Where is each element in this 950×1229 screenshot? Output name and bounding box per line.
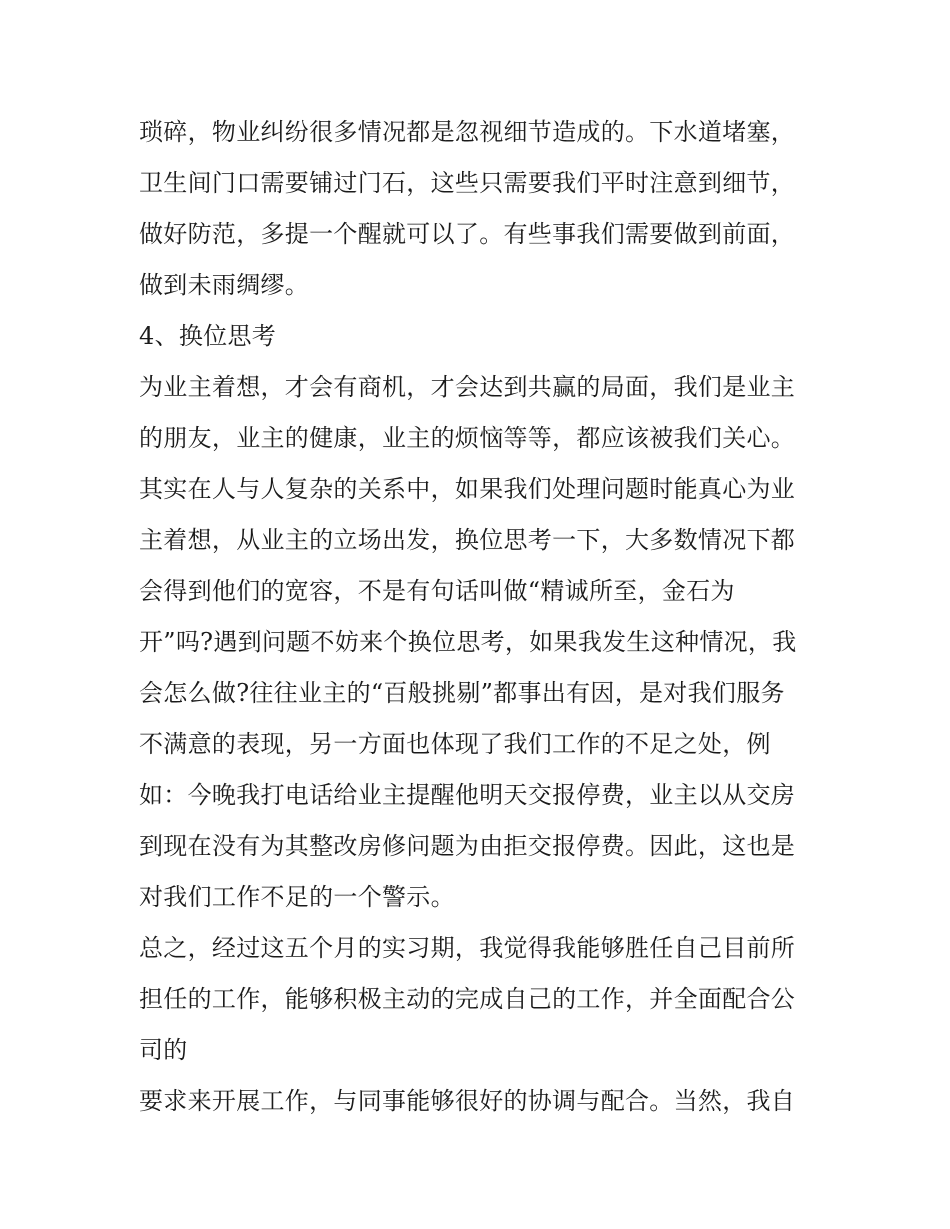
text-line: 做好防范，多提一个醒就可以了。有些事我们需要做到前面， xyxy=(139,220,796,248)
text-line: 其实在人与人复杂的关系中，如果我们处理问题时能真心为业 xyxy=(139,475,796,503)
text-line: 对我们工作不足的一个警示。 xyxy=(139,883,455,911)
text-line: 会怎么做?往往业主的“百般挑剔”都事出有因，是对我们服务 xyxy=(139,679,785,707)
text-line: 不满意的表现，另一方面也体现了我们工作的不足之处，例 xyxy=(139,730,771,758)
text-line: 担任的工作，能够积极主动的完成自己的工作，并全面配合公 xyxy=(139,985,796,1013)
text-line: 卫生间门口需要铺过门石，这些只需要我们平时注意到细节， xyxy=(139,169,796,197)
text-line: 司的 xyxy=(139,1036,188,1064)
text-line: 的朋友，业主的健康，业主的烦恼等等，都应该被我们关心。 xyxy=(139,424,796,452)
section-heading: 4、换位思考 xyxy=(139,322,277,350)
text-line: 琐碎，物业纠纷很多情况都是忽视细节造成的。下水道堵塞， xyxy=(139,118,796,146)
text-line: 开”吗?遇到问题不妨来个换位思考，如果我发生这种情况，我 xyxy=(139,628,797,656)
text-line: 做到未雨绸缪。 xyxy=(139,271,310,299)
text-line: 为业主着想，才会有商机，才会达到共赢的局面，我们是业主 xyxy=(139,373,796,401)
text-line: 如：今晚我打电话给业主提醒他明天交报停费，业主以从交房 xyxy=(139,781,796,809)
document-body xyxy=(139,107,819,1127)
text-line: 会得到他们的宽容，不是有句话叫做“精诚所至，金石为 xyxy=(139,577,735,605)
text-line: 主着想，从业主的立场出发，换位思考一下，大多数情况下都 xyxy=(139,526,796,554)
text-line: 要求来开展工作，与同事能够很好的协调与配合。当然，我自 xyxy=(139,1087,796,1115)
text-line: 总之，经过这五个月的实习期，我觉得我能够胜任自己目前所 xyxy=(139,934,796,962)
text-line: 到现在没有为其整改房修问题为由拒交报停费。因此，这也是 xyxy=(139,832,796,860)
